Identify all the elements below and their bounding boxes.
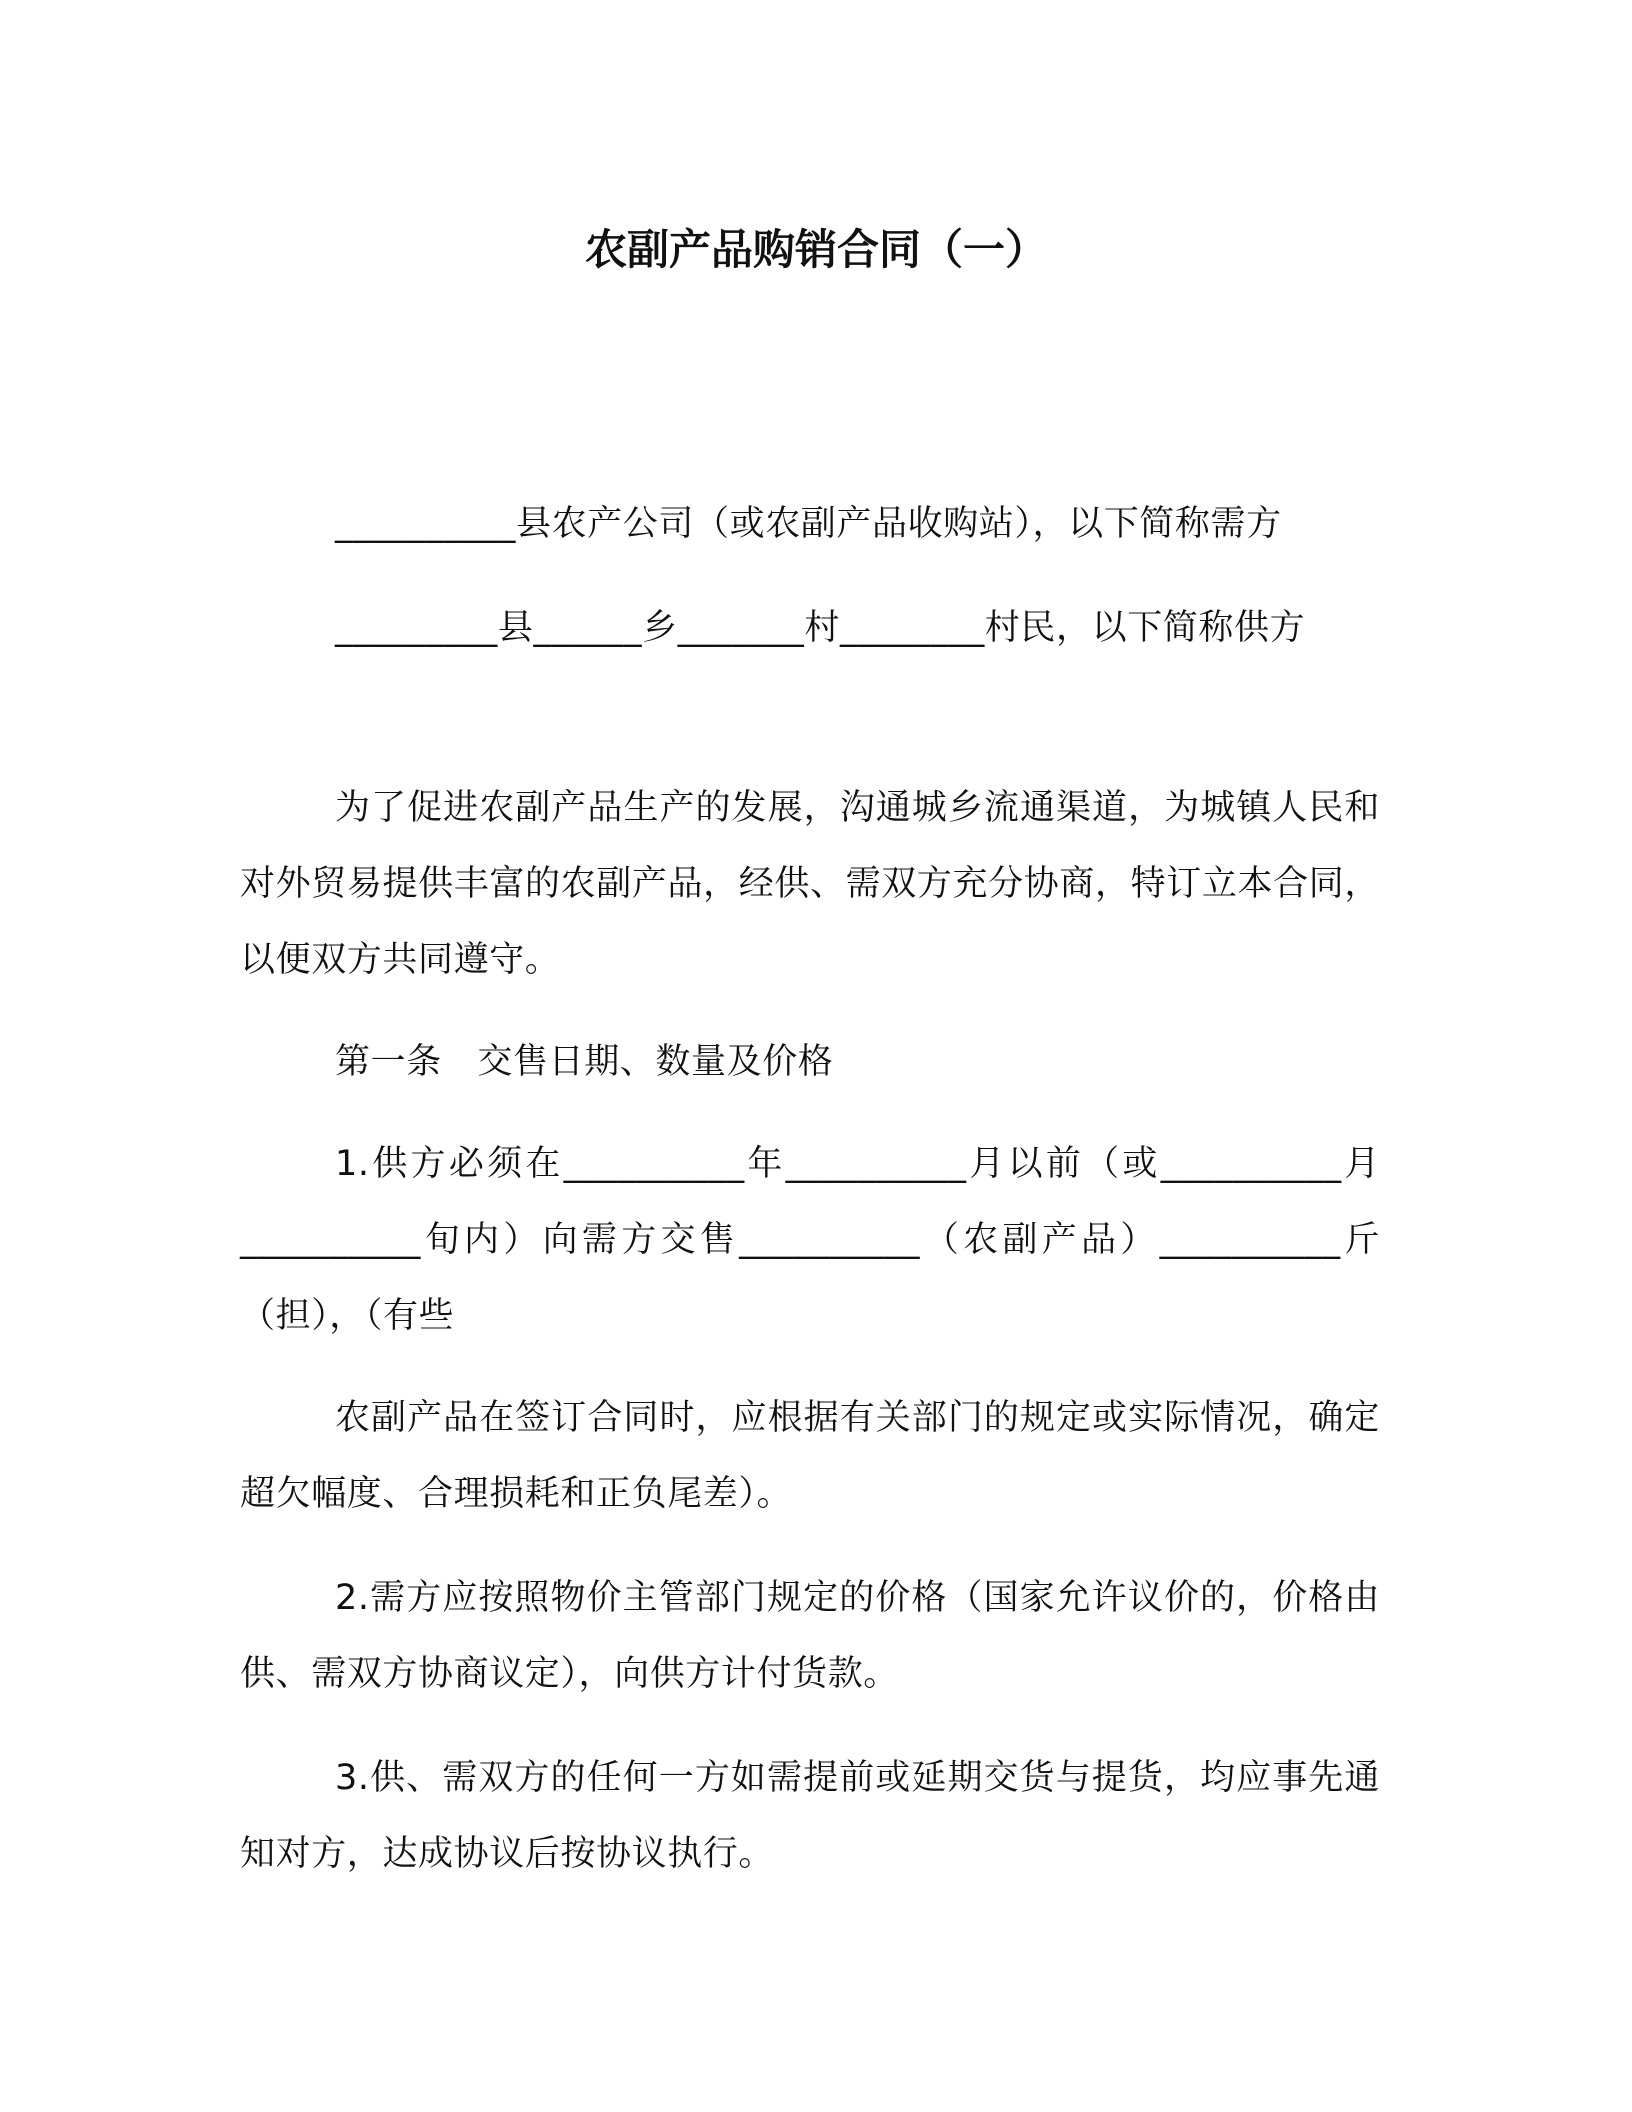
item2-text: 2.需方应按照物价主管部门规定的价格（国家允许议价的，价格由供、需双方协商议定），向供方计付货款。 bbox=[240, 1578, 1380, 1694]
item1-paragraph bbox=[240, 1126, 1380, 1354]
buyer-text: __________县农产公司（或农副产品收购站），以下简称需方 bbox=[335, 504, 1282, 544]
item1-cont-text: 农副产品在签订合同时，应根据有关部门的规定或实际情况，确定超欠幅度、合理损耗和正负尾差）。 bbox=[240, 1398, 1380, 1514]
preamble-text: 为了促进农副产品生产的发展，沟通城乡流通渠道，为城镇人民和对外贸易提供丰富的农副产品，经供、需双方充分协商，特订立本合同，以便双方共同遵守。 bbox=[240, 788, 1380, 980]
seller-text: _________县______乡_______村________村民，以下简称供方 bbox=[335, 608, 1306, 648]
item1-text: 1.供方必须在__________年__________月以前（或__________月__________旬内）向需方交售__________（农副产品）__________斤（担），（有些 bbox=[240, 1144, 1380, 1336]
buyer-paragraph bbox=[240, 486, 1380, 562]
item3-text: 3.供、需双方的任何一方如需提前或延期交货与提货，均应事先通知对方，达成协议后按协议执行。 bbox=[240, 1758, 1380, 1874]
preamble-paragraph bbox=[240, 770, 1380, 998]
article1-heading-text: 第一条 交售日期、数量及价格 bbox=[335, 1042, 834, 1082]
item3-paragraph bbox=[240, 1740, 1380, 1892]
article-heading bbox=[240, 1024, 1380, 1100]
item1-continued-paragraph bbox=[240, 1380, 1380, 1532]
seller-paragraph bbox=[240, 590, 1380, 666]
document-title: 农副产品购销合同（一） bbox=[584, 225, 1047, 274]
item2-paragraph bbox=[240, 1560, 1380, 1712]
